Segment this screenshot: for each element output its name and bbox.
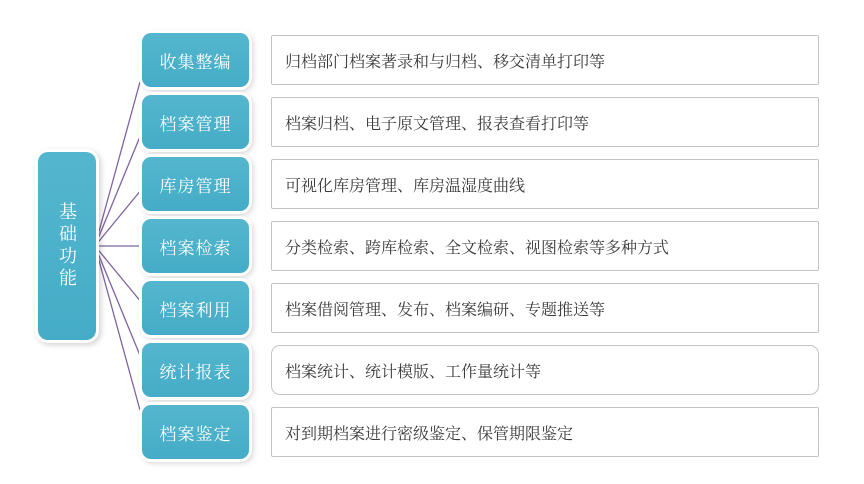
description-text: 档案借阅管理、发布、档案编研、专题推送等 [285, 301, 606, 319]
description-box [271, 221, 819, 271]
connector-line [95, 246, 146, 432]
branch-label: 档案利用 [159, 300, 232, 320]
description-box [271, 97, 819, 147]
description-box [271, 345, 819, 395]
description-box [271, 283, 819, 333]
description-text: 对到期档案进行密级鉴定、保管期限鉴定 [285, 425, 574, 443]
branch-node-archive-mgmt [142, 95, 249, 149]
connector-line [95, 246, 146, 308]
description-text: 归档部门档案著录和与归档、移交清单打印等 [285, 53, 606, 71]
branch-node-collection [142, 33, 249, 87]
description-text: 档案统计、统计模版、工作量统计等 [285, 363, 542, 381]
root-node [38, 152, 96, 340]
branch-label: 档案检索 [159, 238, 232, 258]
description-text: 档案归档、电子原文管理、报表查看打印等 [285, 115, 590, 133]
connector-line [95, 60, 146, 246]
root-node-label: 基础功能 [57, 202, 77, 290]
branch-node-statistics [142, 343, 249, 397]
branch-node-retrieval [142, 219, 249, 273]
connector-line [95, 184, 146, 246]
description-box [271, 35, 819, 85]
branch-node-utilization [142, 281, 249, 335]
connector-line [95, 122, 146, 246]
branch-label: 档案管理 [159, 114, 232, 134]
branch-label: 库房管理 [159, 176, 232, 196]
branch-label: 统计报表 [159, 362, 232, 382]
description-text: 可视化库房管理、库房温湿度曲线 [285, 177, 526, 195]
branch-node-warehouse-mgmt [142, 157, 249, 211]
branch-label: 收集整编 [159, 52, 232, 72]
branch-node-appraisal [142, 405, 249, 459]
description-box [271, 407, 819, 457]
branch-label: 档案鉴定 [159, 424, 232, 444]
description-text: 分类检索、跨库检索、全文检索、视图检索等多种方式 [285, 239, 670, 257]
connector-line [95, 246, 146, 370]
description-box [271, 159, 819, 209]
